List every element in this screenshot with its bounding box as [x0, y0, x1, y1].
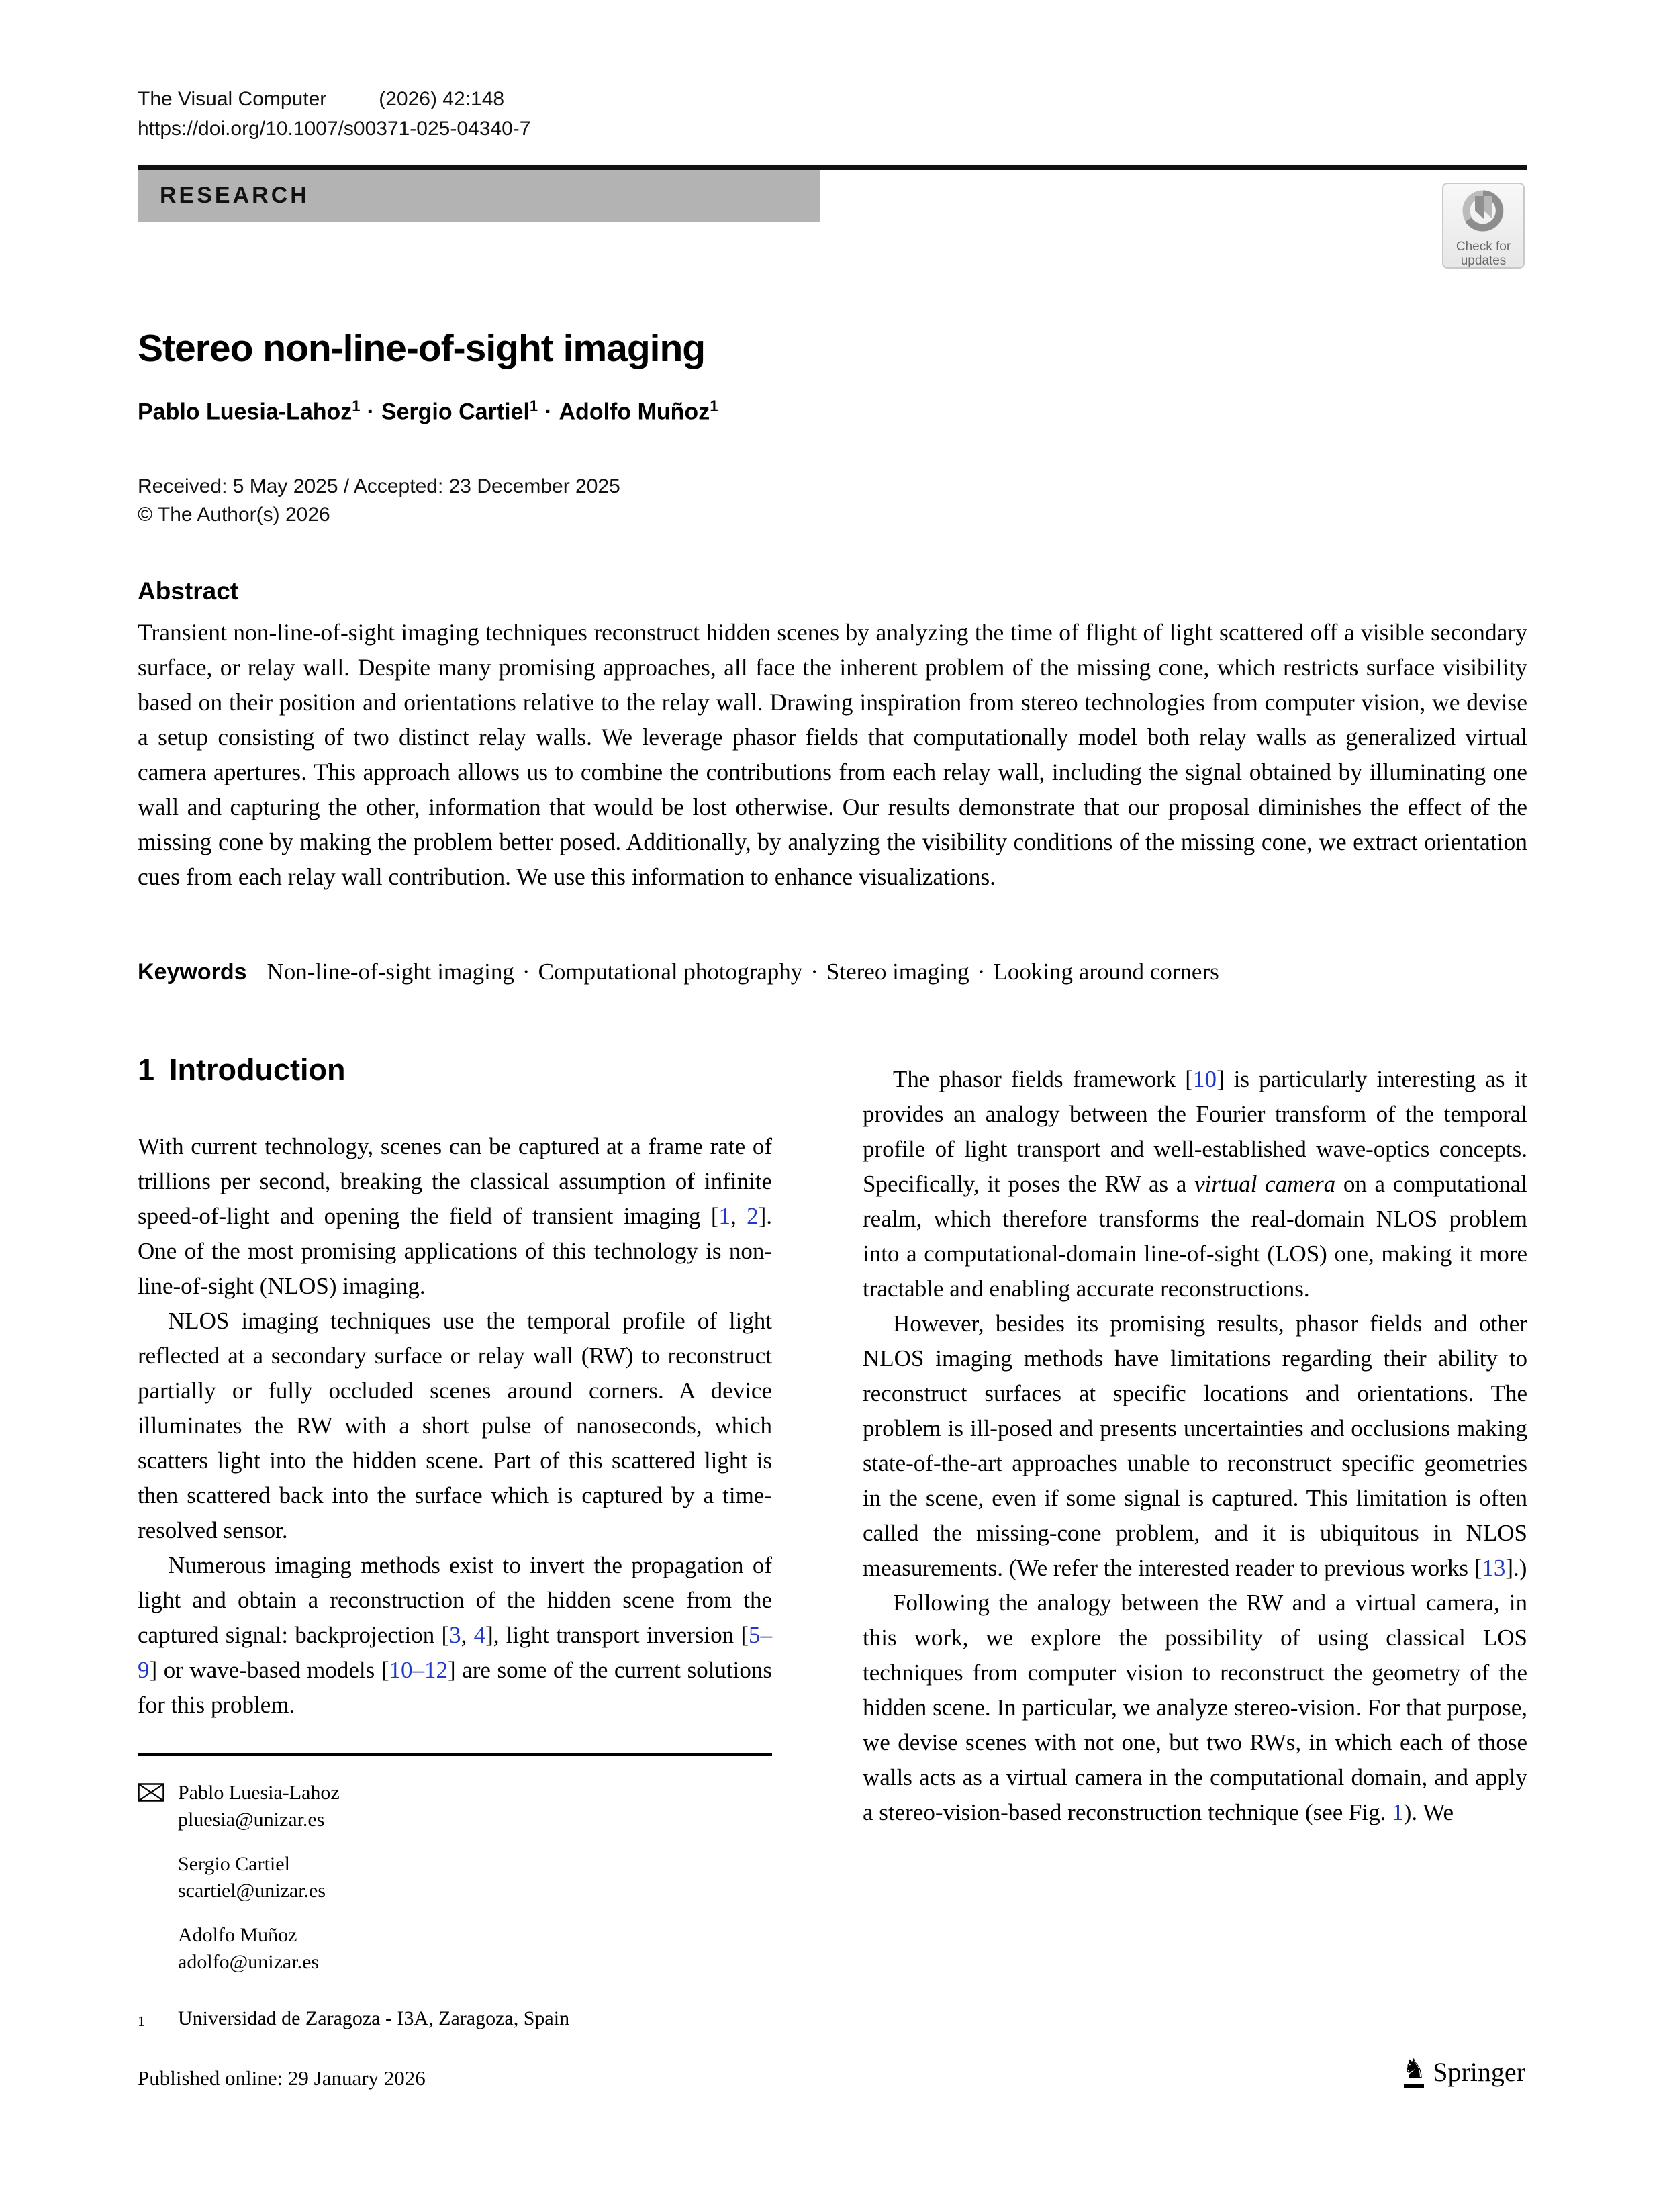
paragraph: [863, 1062, 1527, 1306]
journal-header: [138, 85, 530, 144]
author-contact-entry: [138, 1851, 772, 1905]
check-for-updates-badge[interactable]: [1442, 183, 1525, 269]
body-columns: [138, 1053, 1527, 2041]
paragraph-text: ]. One of the most promising applications of this technology is non-line-of-sight (NLOS) imaging.: [138, 1203, 773, 1299]
contact-name: Pablo Luesia-Lahoz: [178, 1782, 340, 1804]
keyword-separator: ·: [522, 959, 530, 985]
article-type-banner: [138, 170, 820, 222]
paragraph: [138, 1129, 772, 1304]
affiliation-entry: [138, 2005, 772, 2041]
check-updates-line2: updates: [1460, 254, 1507, 268]
paragraph-text: ] or wave-based models [: [149, 1657, 389, 1683]
paragraph-text: ] is particularly interesting as it provides an analogy between the Fourier transform of the temporal profile of light transport and well-established wave-optics concepts. Specifically, it poses the RW as a: [863, 1066, 1527, 1197]
citation-link[interactable]: 3: [449, 1622, 461, 1648]
keyword: Looking around corners: [993, 959, 1219, 985]
footnote-spacer: [138, 1922, 178, 1976]
abstract-section: [138, 577, 1527, 894]
author-name: Adolfo Muñoz: [559, 399, 710, 425]
keyword: Stereo imaging: [826, 959, 969, 985]
doi-link[interactable]: https://doi.org/10.1007/s00371-025-04340-7: [138, 117, 531, 140]
author-line: [138, 397, 718, 425]
header-rule: [138, 165, 1527, 170]
author-separator: ·: [544, 399, 553, 425]
footnotes-block: [138, 1780, 772, 2041]
affiliation-number: 1: [138, 2013, 145, 2029]
keyword-separator: ·: [977, 959, 986, 985]
citation-link[interactable]: 10–12: [389, 1657, 448, 1683]
contact-name: Adolfo Muñoz: [178, 1924, 297, 1946]
journal-citation: (2026) 42:148: [379, 88, 505, 110]
contact-email: scartiel@unizar.es: [178, 1880, 326, 1902]
abstract-heading: Abstract: [138, 577, 239, 605]
citation-link[interactable]: 10: [1192, 1066, 1217, 1092]
paragraph: NLOS imaging techniques use the temporal profile of light reflected at a secondary surface or relay wall (RW) to reconstruct partially or fully occluded scenes around corners. A device illuminates the RW with a short pulse of nanoseconds, which scatters light into the hidden scene. Part of this scattered light is then scattered back into the surface which is captured by a time-resolved sensor.: [138, 1308, 772, 1543]
keywords-line: [138, 959, 1527, 985]
received-accepted: Received: 5 May 2025 / Accepted: 23 December 2025: [138, 475, 620, 497]
dates-block: [138, 473, 620, 529]
paragraph-text: With current technology, scenes can be captured at a frame rate of trillions per second, breaking the classical assumption of infinite speed-of-light and opening the field of transient imaging [: [138, 1133, 772, 1229]
footnote-spacer: [138, 1851, 178, 1905]
contact-block: [178, 1922, 319, 1976]
contact-email: pluesia@unizar.es: [178, 1809, 325, 1831]
corresponding-author-envelope-icon: [138, 1780, 178, 1833]
affiliation-mark: [138, 2005, 178, 2041]
contact-block: [178, 1851, 326, 1905]
paragraph-text: ] are some of the current solutions for this problem.: [138, 1657, 772, 1718]
author-separator: ·: [367, 399, 375, 425]
citation-link[interactable]: 13: [1482, 1555, 1506, 1581]
paragraph: [138, 1548, 772, 1723]
publisher-name: Springer: [1433, 2057, 1525, 2087]
check-updates-icon: [1444, 184, 1523, 240]
citation-link[interactable]: 5–9: [138, 1622, 773, 1683]
paragraph-text: ], light transport inversion [: [485, 1622, 749, 1648]
section-heading-introduction: [138, 1053, 772, 1088]
section-title: Introduction: [169, 1053, 346, 1087]
springer-horse-icon: [1402, 2056, 1426, 2088]
keyword: Computational photography: [538, 959, 803, 985]
citation-link[interactable]: 1: [718, 1203, 730, 1229]
check-updates-line1: Check for: [1456, 240, 1511, 254]
paragraph-text: on a computational realm, which therefore transforms the real-domain NLOS problem into a computational-domain line-of-sight (LOS) one, making it more tractable and enabling accurate reconstructions.: [863, 1171, 1527, 1302]
paragraph-text: The phasor fields framework [: [893, 1066, 1193, 1092]
author-contact-entry: [138, 1922, 772, 1976]
keyword-separator: ·: [810, 959, 818, 985]
paragraph: [863, 1586, 1527, 1830]
author-name: Sergio Cartiel: [381, 399, 530, 425]
affiliation-text: Universidad de Zaragoza - I3A, Zaragoza, Spain: [178, 2007, 570, 2029]
author-affiliation-mark: 1: [710, 397, 718, 414]
paragraph-text: Following the analogy between the RW and a virtual camera, in this work, we explore the possibility of using classical LOS techniques from computer vision to reconstruct the geometry of the hidden scene. In particular, we analyze stereo-vision. For that purpose, we devise scenes with not one, but two RWs, in which each of those walls acts as a virtual camera in the computational domain, and apply a stereo-vision-based reconstruction technique (see Fig.: [863, 1590, 1527, 1825]
corresponding-author-entry: [138, 1780, 772, 1833]
citation-link[interactable]: 4: [473, 1622, 486, 1648]
emphasized-text: virtual camera: [1194, 1171, 1336, 1197]
left-column: [138, 1053, 772, 2041]
paragraph-text: However, besides its promising results, phasor fields and other NLOS imaging methods have limitations regarding their ability to reconstruct surfaces at specific locations and orientations. The problem is ill-posed and presents uncertainties and occlusions making state-of-the-art approaches unable to reconstruct specific geometries in the scene, even if some signal is captured. This limitation is often called the missing-cone problem, and it is ubiquitous in NLOS measurements. (We refer the interested reader to previous works [: [863, 1310, 1527, 1581]
footnote-rule: [138, 1753, 772, 1756]
author-name: Pablo Luesia-Lahoz: [138, 399, 352, 425]
contact-name: Sergio Cartiel: [178, 1853, 290, 1875]
section-number: 1: [138, 1053, 155, 1087]
author-affiliation-mark: 1: [529, 397, 538, 414]
springer-logo: [1402, 2056, 1525, 2088]
figure-link[interactable]: 1: [1392, 1799, 1404, 1825]
paragraph-text: ].): [1505, 1555, 1527, 1581]
paragraph-text: Numerous imaging methods exist to invert the propagation of light and obtain a reconstruction of the hidden scene from the captured signal: backprojection [: [138, 1552, 772, 1648]
published-online: Published online: 29 January 2026: [138, 2066, 426, 2090]
paragraph-text: ,: [461, 1622, 474, 1648]
abstract-text: Transient non-line-of-sight imaging techniques reconstruct hidden scenes by analyzing the time of flight of light scattered off a visible secondary surface, or relay wall. Despite many promising approaches, all face the inherent problem of the missing cone, which restricts surface visibility based on their position and orientations relative to the relay wall. Drawing inspiration from stereo technologies from computer vision, we devise a setup consisting of two distinct relay walls. We leverage phasor fields that computationally model both relay walls as generalized virtual camera apertures. This approach allows us to combine the contributions from each relay wall, including the signal obtained by illuminating one wall and capturing the other, information that would be lost otherwise. Our results demonstrate that our proposal diminishes the effect of the missing cone by making the problem better posed. Additionally, by analyzing the visibility conditions of the missing cone, we extract orientation cues from each relay wall contribution. We use this information to enhance visualizations.: [138, 619, 1527, 890]
page-title: Stereo non-line-of-sight imaging: [138, 327, 706, 371]
contact-email: adolfo@unizar.es: [178, 1951, 320, 1973]
copyright-line: © The Author(s) 2026: [138, 503, 330, 526]
article-type-label: RESEARCH: [160, 183, 310, 208]
paragraph-text: ,: [730, 1203, 747, 1229]
right-column: [863, 1053, 1527, 2041]
paragraph-text: ). We: [1403, 1799, 1454, 1825]
keyword: Non-line-of-sight imaging: [267, 959, 514, 985]
journal-name: The Visual Computer: [138, 88, 327, 110]
paragraph: [863, 1306, 1527, 1586]
author-affiliation-mark: 1: [352, 397, 361, 414]
contact-block: [178, 1780, 340, 1833]
citation-link[interactable]: 2: [747, 1203, 759, 1229]
keywords-heading: Keywords: [138, 959, 247, 985]
